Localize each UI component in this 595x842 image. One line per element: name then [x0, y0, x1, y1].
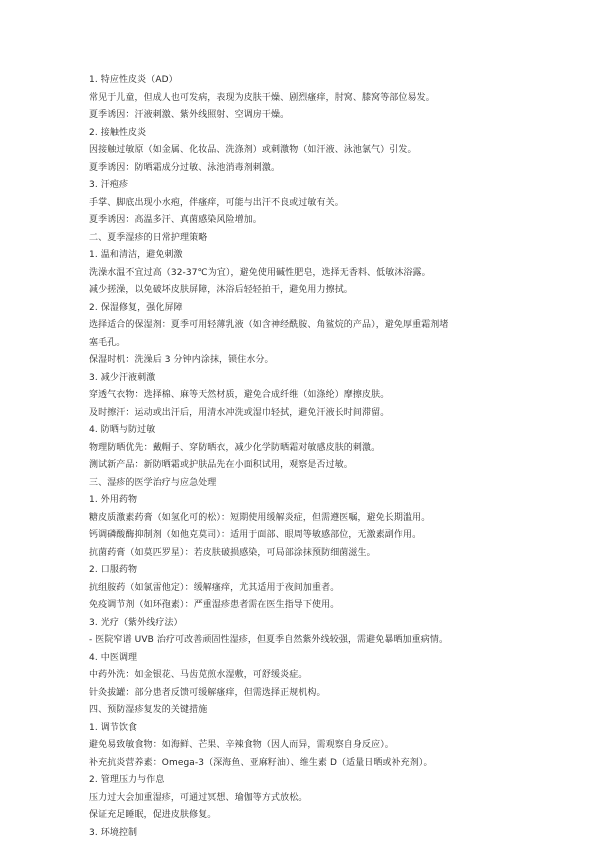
section-heading: 二、夏季湿疹的日常护理策略 [89, 230, 549, 248]
text-line: 中药外洗：如金银花、马齿苋煎水湿敷，可舒缓炎症。 [89, 667, 549, 685]
text-line: 3. 汗疱疹 [89, 177, 549, 195]
text-line: 减少搓澡，以免破坏皮肤屏障，沐浴后轻轻拍干，避免用力擦拭。 [89, 282, 549, 300]
section-heading: 三、湿疹的医学治疗与应急处理 [89, 475, 549, 493]
text-line: 保证充足睡眠，促进皮肤修复。 [89, 807, 549, 825]
document-body [89, 72, 549, 842]
text-line: 保湿时机：洗澡后 3 分钟内涂抹，锁住水分。 [89, 352, 549, 370]
text-line: 夏季诱因：高温多汗、真菌感染风险增加。 [89, 212, 549, 230]
text-line: 压力过大会加重湿疹，可通过冥想、瑜伽等方式放松。 [89, 790, 549, 808]
text-line: 糖皮质激素药膏（如氢化可的松）：短期使用缓解炎症，但需遵医嘱，避免长期滥用。 [89, 510, 549, 528]
text-line: 塞毛孔。 [89, 335, 549, 353]
text-line: 2. 接触性皮炎 [89, 125, 549, 143]
text-line: 穿透气衣物：选择棉、麻等天然材质，避免合成纤维（如涤纶）摩擦皮肤。 [89, 387, 549, 405]
text-line: 4. 中医调理 [89, 650, 549, 668]
text-line: 手掌、脚底出现小水疱，伴瘙痒，可能与出汗不良或过敏有关。 [89, 195, 549, 213]
text-line: - 医院窄谱 UVB 治疗可改善顽固性湿疹，但夏季自然紫外线较强，需避免暴晒加重病情。 [89, 632, 549, 650]
text-line: 3. 环境控制 [89, 825, 549, 842]
text-line: 因接触过敏原（如金属、化妆品、洗涤剂）或刺激物（如汗液、泳池氯气）引发。 [89, 142, 549, 160]
text-line: 1. 外用药物 [89, 492, 549, 510]
text-line: 针灸拔罐：部分患者反馈可缓解瘙痒，但需选择正规机构。 [89, 685, 549, 703]
text-line: 选择适合的保湿剂：夏季可用轻薄乳液（如含神经酰胺、角鲨烷的产品），避免厚重霜剂堵 [89, 317, 549, 335]
text-line: 2. 口服药物 [89, 562, 549, 580]
text-line: 补充抗炎营养素：Omega-3（深海鱼、亚麻籽油）、维生素 D（适量日晒或补充剂）。 [89, 755, 549, 773]
text-line: 2. 管理压力与作息 [89, 772, 549, 790]
text-line: 洗澡水温不宜过高（32-37℃为宜），避免使用碱性肥皂，选择无香料、低敏沐浴露。 [89, 265, 549, 283]
section-heading: 四、预防湿疹复发的关键措施 [89, 702, 549, 720]
text-line: 夏季诱因：汗液刺激、紫外线照射、空调房干燥。 [89, 107, 549, 125]
text-line: 3. 减少汗液刺激 [89, 370, 549, 388]
text-line: 2. 保湿修复，强化屏障 [89, 300, 549, 318]
text-line: 抗组胺药（如氯雷他定）：缓解瘙痒，尤其适用于夜间加重者。 [89, 580, 549, 598]
text-line: 夏季诱因：防晒霜成分过敏、泳池消毒剂刺激。 [89, 160, 549, 178]
text-line: 测试新产品：新防晒霜或护肤品先在小面积试用，观察是否过敏。 [89, 457, 549, 475]
text-line: 钙调磷酸酶抑制剂（如他克莫司）：适用于面部、眼周等敏感部位，无激素副作用。 [89, 527, 549, 545]
text-line: 1. 温和清洁，避免刺激 [89, 247, 549, 265]
text-line: 免疫调节剂（如环孢素）：严重湿疹患者需在医生指导下使用。 [89, 597, 549, 615]
text-line: 常见于儿童，但成人也可发病，表现为皮肤干燥、剧烈瘙痒，肘窝、膝窝等部位易发。 [89, 90, 549, 108]
text-line: 4. 防晒与防过敏 [89, 422, 549, 440]
text-line: 避免易致敏食物：如海鲜、芒果、辛辣食物（因人而异，需观察自身反应）。 [89, 737, 549, 755]
text-line: 1. 特应性皮炎（AD） [89, 72, 549, 90]
text-line: 及时擦汗：运动或出汗后，用清水冲洗或湿巾轻拭，避免汗液长时间滞留。 [89, 405, 549, 423]
text-line: 物理防晒优先：戴帽子、穿防晒衣，减少化学防晒霜对敏感皮肤的刺激。 [89, 440, 549, 458]
text-line: 1. 调节饮食 [89, 720, 549, 738]
text-line: 3. 光疗（紫外线疗法） [89, 615, 549, 633]
text-line: 抗菌药膏（如莫匹罗星）：若皮肤破损感染，可局部涂抹预防细菌滋生。 [89, 545, 549, 563]
